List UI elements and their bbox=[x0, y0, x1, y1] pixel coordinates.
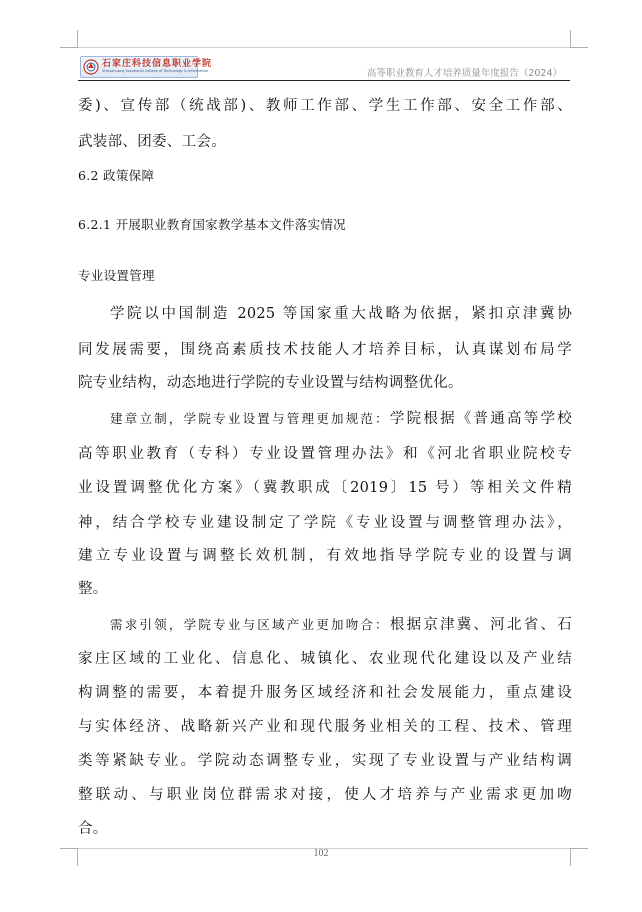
page-number: 102 bbox=[313, 848, 329, 859]
report-header-title: 高等职业教育人才培养质量年度报告（2024） bbox=[366, 68, 562, 79]
subheading-specialty-management: 专业设置管理 bbox=[78, 268, 155, 283]
header-top-rule bbox=[78, 47, 570, 48]
section-heading-6-2: 6.2 政策保障 bbox=[78, 168, 155, 183]
crop-mark-top-right-h bbox=[570, 47, 588, 48]
crop-mark-top-right-v bbox=[570, 30, 571, 48]
paragraph-text: 学院根据《普通高等学校 bbox=[389, 411, 572, 427]
paragraph-line: 业设置调整优化方案》（冀教职成〔2019〕15 号）等相关文件精 bbox=[78, 480, 572, 496]
paragraph-lead-in: 需求引领，学院专业与区域产业更加吻合： bbox=[110, 617, 390, 632]
crop-mark-top-left-v bbox=[77, 30, 78, 48]
paragraph-line: 高等职业教育（专科）专业设置管理办法》和《河北省职业院校专 bbox=[78, 446, 572, 462]
body-line: 委)、宣传部（统战部)、教师工作部、学生工作部、安全工作部、 bbox=[78, 98, 572, 114]
crop-mark-top-left-h bbox=[60, 47, 78, 48]
paragraph-line: 合。 bbox=[78, 821, 108, 837]
paragraph-line: 类等紧缺专业。学院动态调整专业，实现了专业设置与产业结构调 bbox=[78, 753, 572, 769]
paragraph-line: 家庄区域的工业化、信息化、城镇化、农业现代化建设以及产业结 bbox=[78, 651, 572, 667]
paragraph-line: 学院以中国制造 2025 等国家重大战略为依据，紧扣京津冀协 bbox=[110, 306, 572, 322]
paragraph-text: 根据京津冀、河北省、石 bbox=[389, 617, 572, 633]
logo-english-name: Shijiazhuang Vocational College of Technology & Information bbox=[102, 69, 209, 74]
paragraph-line: 构调整的需要，本着提升服务区域经济和社会发展能力，重点建设 bbox=[78, 685, 572, 701]
paragraph-line bbox=[110, 410, 572, 428]
paragraph-line: 建立专业设置与调整长效机制，有效地指导学院专业的设置与调 bbox=[78, 548, 572, 564]
paragraph-line bbox=[110, 616, 572, 634]
paragraph-lead-in: 建章立制，学院专业设置与管理更加规范： bbox=[110, 411, 390, 426]
header-rule bbox=[78, 80, 570, 81]
logo-chinese-name: 石家庄科技信息职业学院 bbox=[102, 59, 213, 70]
college-emblem-icon bbox=[83, 59, 99, 75]
college-logo bbox=[80, 56, 213, 78]
paragraph-line: 整。 bbox=[78, 581, 108, 597]
paragraph-line: 与实体经济、战略新兴产业和现代服务业相关的工程、技术、管理 bbox=[78, 719, 572, 735]
body-line: 武装部、团委、工会。 bbox=[78, 134, 226, 150]
section-heading-6-2-1: 6.2.1 开展职业教育国家教学基本文件落实情况 bbox=[78, 217, 346, 232]
paragraph-line: 神，结合学校专业建设制定了学院《专业设置与调整管理办法》， bbox=[78, 515, 572, 531]
paragraph-line: 院专业结构，动态地进行学院的专业设置与结构调整优化。 bbox=[78, 375, 463, 391]
paragraph-line: 同发展需要，围绕高素质技术技能人才培养目标，认真谋划布局学 bbox=[78, 342, 572, 358]
paragraph-line: 整联动、与职业岗位群需求对接，使人才培养与产业需求更加吻 bbox=[78, 787, 572, 803]
